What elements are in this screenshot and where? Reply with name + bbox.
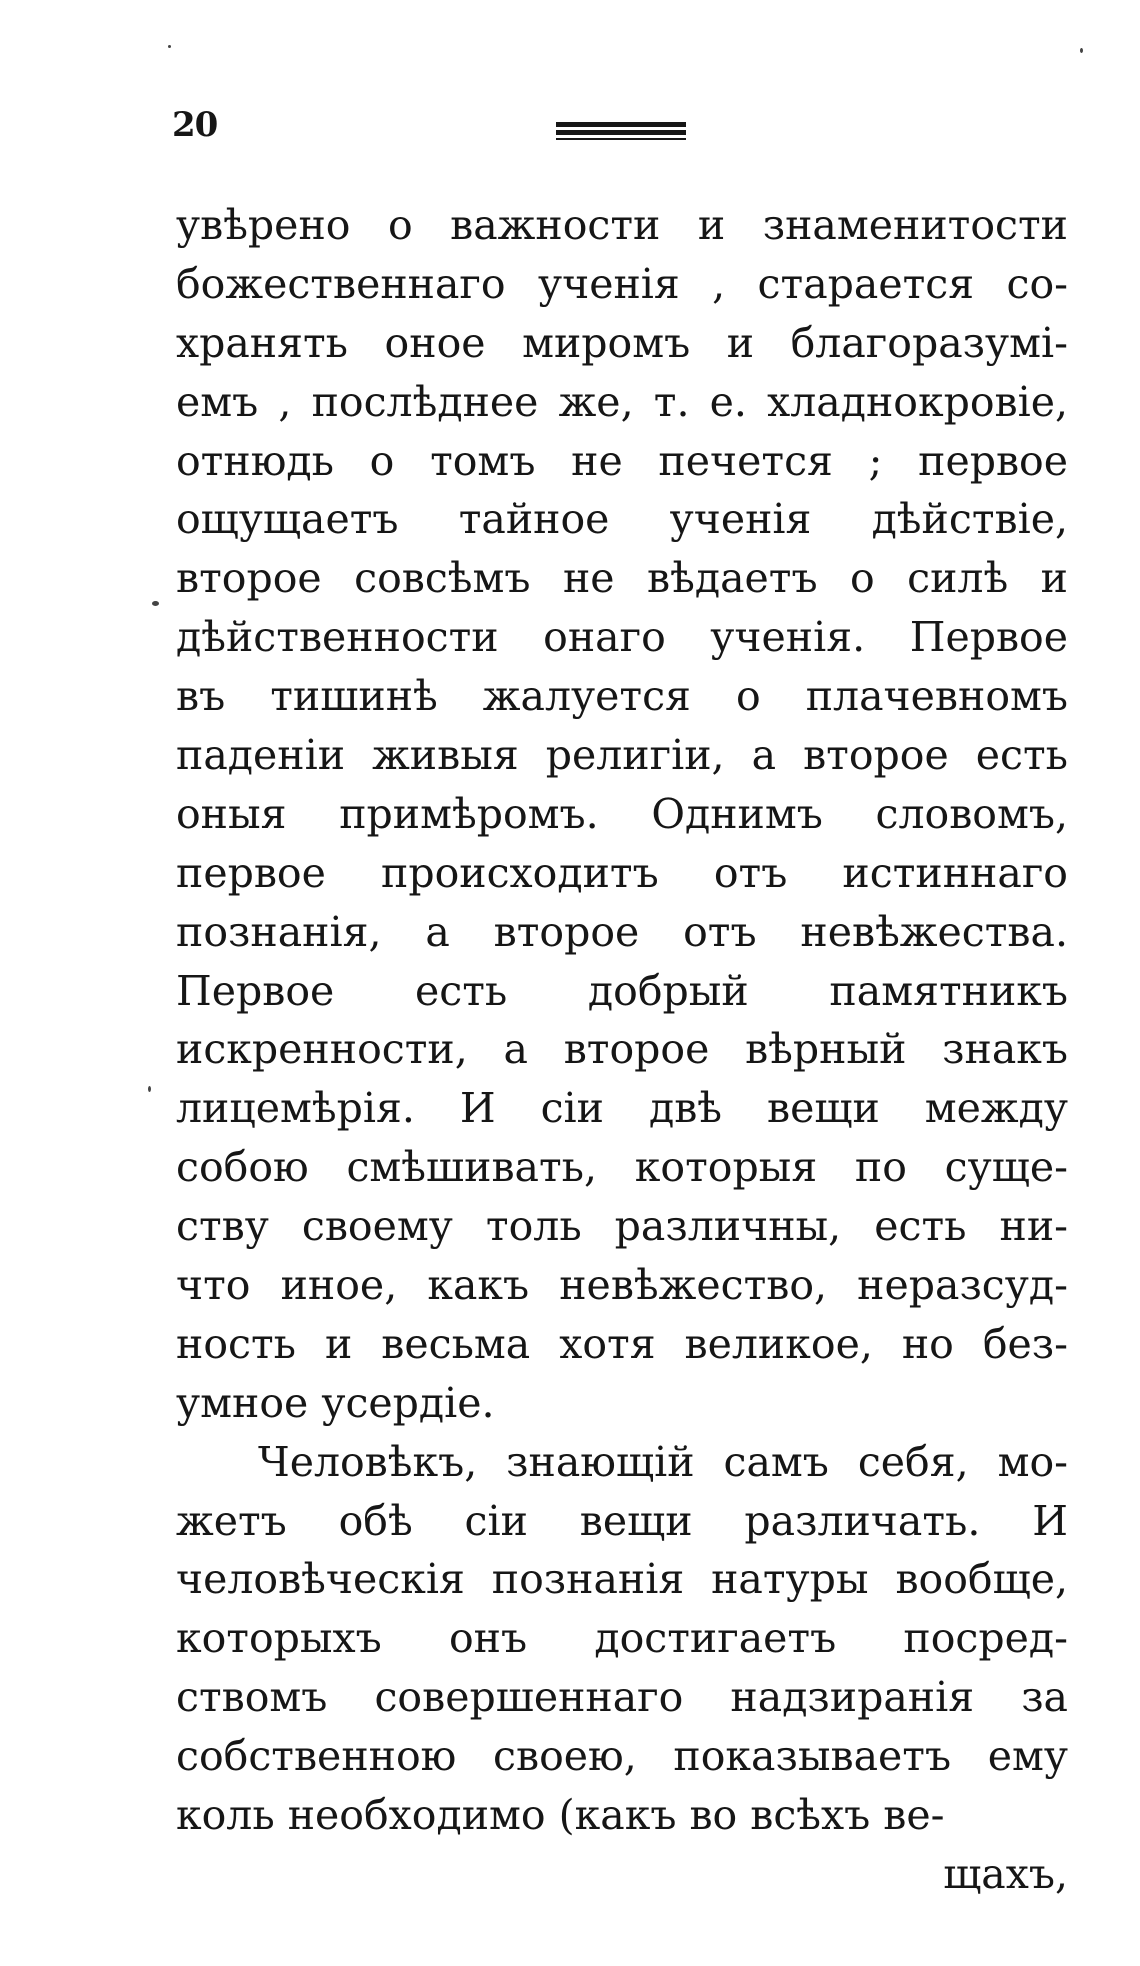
text-line: человѣческія познанія натуры вообще, xyxy=(176,1555,1068,1604)
text-line: жетъ обѣ сіи вещи различать. И xyxy=(176,1496,1068,1545)
text-line: собою смѣшивать, которыя по суще- xyxy=(176,1143,1068,1192)
text-line: Первое есть добрый памятникъ xyxy=(176,966,1068,1015)
text-line: ству своему толь различны, есть ни- xyxy=(176,1202,1068,1251)
text-line: въ тишинѣ жалуется о плачевномъ xyxy=(176,672,1068,721)
rule-bar xyxy=(556,122,686,127)
text-line: которыхъ онъ достигаетъ посред- xyxy=(176,1614,1068,1663)
text-line: ощущаетъ тайное ученія дѣйствіе, xyxy=(176,495,1068,544)
text-line: паденіи живыя религіи, а второе есть xyxy=(176,731,1068,780)
text-line: что иное, какъ невѣжество, неразсуд- xyxy=(176,1261,1068,1310)
text-line: Человѣкъ, знающій самъ себя, мо- xyxy=(258,1437,1068,1486)
print-speck xyxy=(152,601,159,606)
text-line: дѣйственности онаго ученія. Первое xyxy=(176,613,1068,662)
print-speck xyxy=(148,1086,151,1092)
rule-bar xyxy=(556,130,686,135)
body-text xyxy=(176,196,1068,1904)
page-number: 20 xyxy=(172,105,218,145)
text-line: ность и весьма хотя великое, но без- xyxy=(176,1319,1068,1368)
text-line: лицемѣрія. И сіи двѣ вещи между xyxy=(176,1084,1068,1133)
print-speck xyxy=(1080,48,1083,53)
text-line: второе совсѣмъ не вѣдаетъ о силѣ и xyxy=(176,554,1068,603)
paragraph-2 xyxy=(176,1433,1068,1845)
text-line: увѣрено о важности и знаменитости xyxy=(176,201,1068,249)
catchword: щахъ, xyxy=(943,1849,1068,1898)
text-line: божественнаго ученія , старается со- xyxy=(176,259,1068,308)
text-line: умное усердіе. xyxy=(176,1378,495,1427)
text-line: емъ , послѣднее же, т. е. хладнокровіе, xyxy=(176,377,1068,426)
text-line: коль необходимо (какъ во всѣхъ ве- xyxy=(176,1791,945,1840)
header-ornament-rule xyxy=(556,122,686,142)
rule-bar xyxy=(556,138,686,140)
text-line: искренности, а второе вѣрный знакъ xyxy=(176,1025,1068,1074)
text-line: оныя примѣромъ. Однимъ словомъ, xyxy=(176,789,1068,838)
text-line: хранять оное миромъ и благоразумі- xyxy=(176,318,1068,367)
text-line: первое происходитъ отъ истиннаго xyxy=(176,848,1068,897)
print-speck xyxy=(168,45,171,48)
text-line: ствомъ совершеннаго надзиранія за xyxy=(176,1673,1068,1722)
text-line: собственною своею, показываетъ ему xyxy=(176,1732,1068,1781)
paragraph-1 xyxy=(176,196,1068,1433)
text-line: познанія, а второе отъ невѣжества. xyxy=(176,907,1068,956)
text-line: отнюдь о томъ не печется ; первое xyxy=(176,436,1068,485)
